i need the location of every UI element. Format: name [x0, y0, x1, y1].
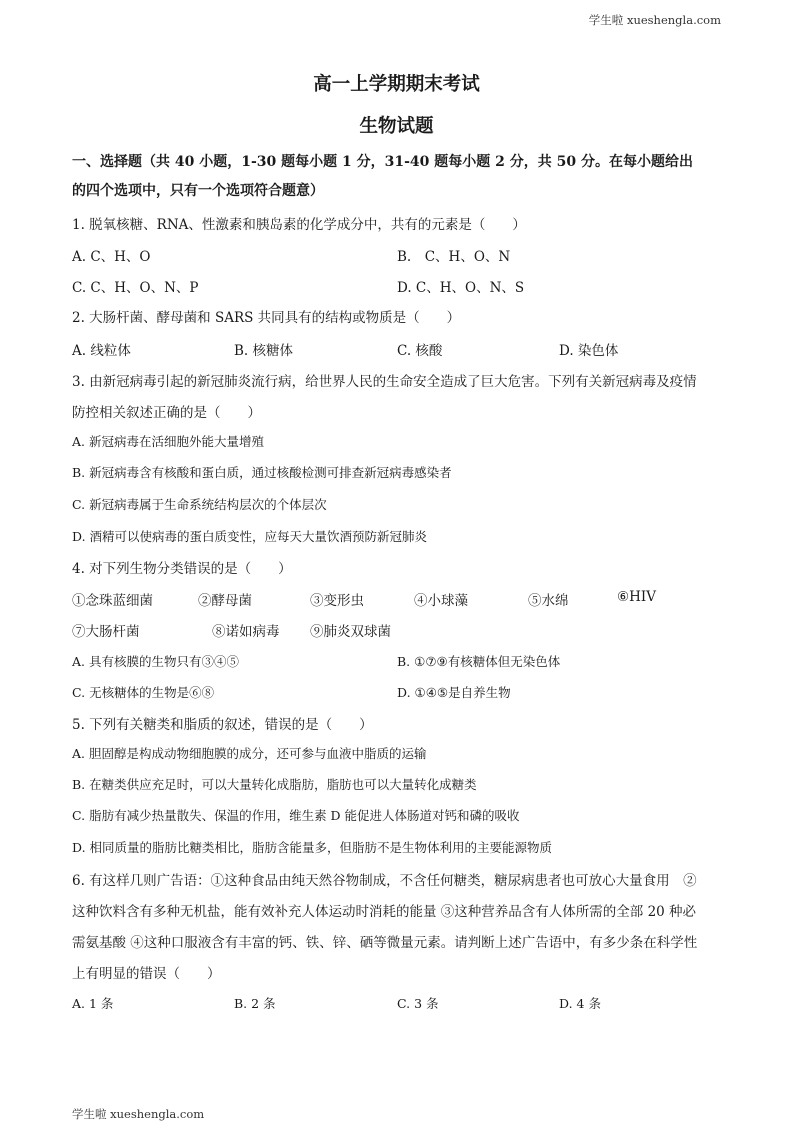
- q5-option-a: A. 胆固醇是构成动物细胞膜的成分，还可参与血液中脂质的运输: [72, 746, 427, 761]
- q4-item: ⑥HIV: [617, 589, 656, 605]
- section-heading-line1: 一、选择题（共 40 小题，1-30 题每小题 1 分，31-40 题每小题 2 分，共 50 分。在每小题给出: [72, 154, 693, 170]
- q5-stem: 5. 下列有关糖类和脂质的叙述，错误的是（ ）: [72, 717, 373, 733]
- q3-option-d: D. 酒精可以使病毒的蛋白质变性，应每天大量饮酒预防新冠肺炎: [72, 529, 428, 544]
- q5-option-c: C. 脂肪有减少热量散失、保温的作用，维生素 D 能促进人体肠道对钙和磷的吸收: [72, 808, 520, 823]
- q4-item: ⑦大肠杆菌: [72, 624, 140, 640]
- q5-option-b: B. 在糖类供应充足时，可以大量转化成脂肪，脂肪也可以大量转化成糖类: [72, 777, 477, 792]
- footer-site: 学生啦 xueshengla.com: [72, 1107, 205, 1121]
- q3-option-b: B. 新冠病毒含有核酸和蛋白质，通过核酸检测可排查新冠病毒感染者: [72, 465, 452, 480]
- page-title: 高一上学期期末考试: [313, 74, 480, 95]
- q6-stem-line3: 需氨基酸 ④这种口服液含有丰富的钙、铁、锌、硒等微量元素。请判断上述广告语中，有多少条在科学性: [72, 935, 698, 951]
- q2-option-c: C. 核酸: [397, 343, 443, 359]
- q6-option-a: A. 1 条: [72, 996, 114, 1011]
- q2-option-a: A. 线粒体: [72, 343, 131, 359]
- page-subtitle: 生物试题: [359, 116, 434, 137]
- q4-option-c: C. 无核糖体的生物是⑥⑧: [72, 685, 215, 700]
- q4-option-b: B. ①⑦⑨有核糖体但无染色体: [397, 654, 561, 669]
- q3-stem-line1: 3. 由新冠病毒引起的新冠肺炎流行病，给世界人民的生命安全造成了巨大危害。下列有关新冠病毒及疫情: [72, 374, 697, 390]
- q2-option-d: D. 染色体: [559, 343, 619, 359]
- q4-option-a: A. 具有核膜的生物只有③④⑤: [72, 654, 239, 669]
- q5-option-d: D. 相同质量的脂肪比糖类相比，脂肪含能量多，但脂肪不是生物体利用的主要能源物质: [72, 840, 553, 855]
- q1-option-b: B. C、H、O、N: [397, 249, 511, 265]
- q1-option-a: A. C、H、O: [72, 249, 151, 265]
- q4-item: ①念珠蓝细菌: [72, 593, 153, 609]
- q6-stem-line1: 6. 有这样几则广告语：①这种食品由纯天然谷物制成，不含任何糖类，糖尿病患者也可放心大量食用 ②: [72, 873, 697, 889]
- q4-item: ②酵母菌: [198, 593, 252, 609]
- q3-option-c: C. 新冠病毒属于生命系统结构层次的个体层次: [72, 497, 327, 512]
- q6-option-b: B. 2 条: [234, 996, 276, 1011]
- q1-stem: 1. 脱氧核糖、RNA、性激素和胰岛素的化学成分中，共有的元素是（ ）: [72, 217, 526, 233]
- q6-stem-line2: 这种饮料含有多种无机盐，能有效补充人体运动时消耗的能量 ③这种营养品含有人体所需的全部 20 种必: [72, 904, 697, 920]
- q3-stem-line2: 防控相关叙述正确的是（ ）: [72, 405, 261, 421]
- q4-item: ⑨肺炎双球菌: [310, 624, 391, 640]
- q4-item: ④小球藻: [414, 593, 468, 609]
- q6-option-d: D. 4 条: [559, 996, 601, 1011]
- q4-item: ⑤水绵: [528, 593, 569, 609]
- header-site: 学生啦 xueshengla.com: [588, 13, 721, 27]
- q6-option-c: C. 3 条: [397, 996, 439, 1011]
- q6-stem-line4: 上有明显的错误（ ）: [72, 966, 221, 982]
- q2-option-b: B. 核糖体: [234, 343, 294, 359]
- q1-option-c: C. C、H、O、N、P: [72, 280, 199, 296]
- q4-stem: 4. 对下列生物分类错误的是（ ）: [72, 561, 292, 577]
- q2-stem: 2. 大肠杆菌、酵母菌和 SARS 共同具有的结构或物质是（ ）: [72, 310, 461, 326]
- q4-item: ③变形虫: [310, 593, 364, 609]
- q4-item: ⑧诺如病毒: [212, 624, 280, 640]
- q1-option-d: D. C、H、O、N、S: [397, 280, 525, 296]
- q3-option-a: A. 新冠病毒在活细胞外能大量增殖: [72, 434, 264, 449]
- section-heading-line2: 的四个选项中，只有一个选项符合题意）: [72, 183, 324, 199]
- q4-option-d: D. ①④⑤是自养生物: [397, 685, 511, 700]
